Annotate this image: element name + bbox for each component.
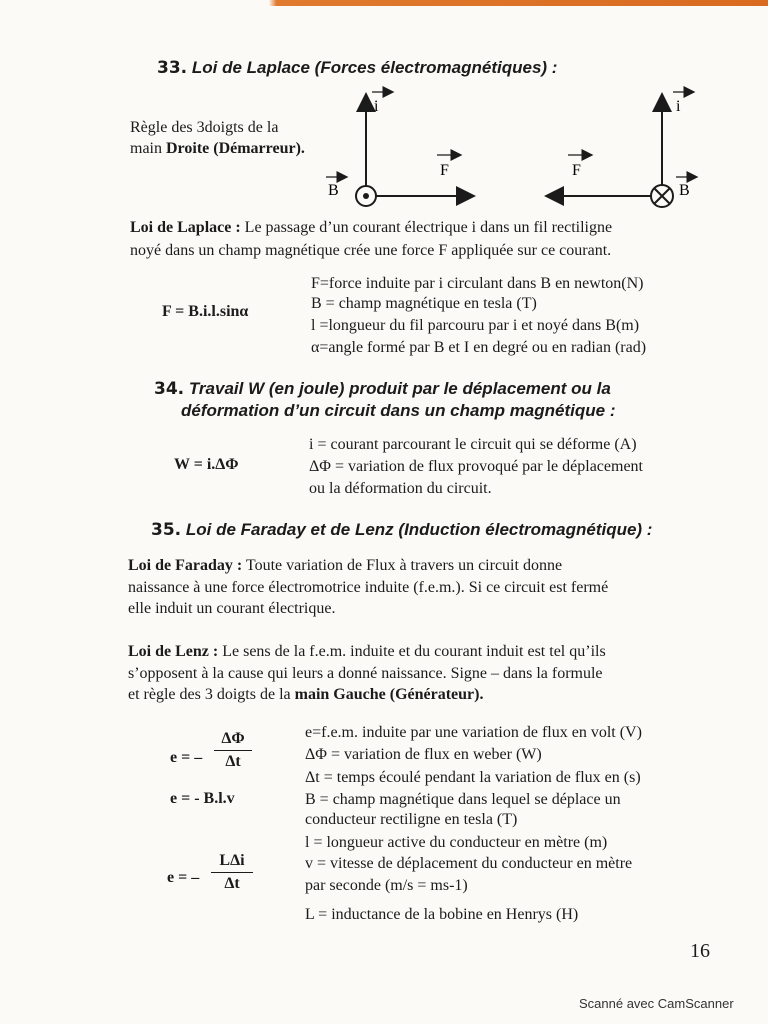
section-35-title: 35. Loi de Faraday et de Lenz (Induction électromagnétique) :	[151, 520, 653, 540]
laplace-law-line-2: noyé dans un champ magnétique crée une force F appliquée sur ce courant.	[130, 242, 612, 259]
lenz-line-3: et règle des 3 doigts de la main Gauche (Générateur).	[128, 686, 484, 703]
lenz-line-2: s’opposent à la cause qui leurs a donné naissance. Signe – dans la formule	[128, 665, 603, 682]
faraday-formula-prefix: e = –	[170, 749, 203, 766]
section-33-title: 33. Loi de Laplace (Forces électromagnétiques) :	[157, 58, 558, 78]
induction-def-8: par seconde (m/s = ms-1)	[305, 877, 468, 894]
rule-line-2: main Droite (Démarreur).	[130, 140, 305, 157]
three-finger-diagram	[300, 84, 720, 218]
laplace-law-line-1: Loi de Laplace : Le passage d’un courant électrique i dans un fil rectiligne	[130, 219, 613, 236]
fraction-denominator: Δt	[225, 753, 241, 770]
work-def-2: ΔΦ = variation de flux provoqué par le déplacement	[309, 458, 643, 475]
induction-def-5: conducteur rectiligne en tesla (T)	[305, 811, 518, 828]
fraction-numerator: ΔΦ	[221, 730, 245, 747]
faraday-line-3: elle induit un courant électrique.	[128, 600, 336, 617]
faraday-formula-fraction	[214, 730, 252, 771]
induction-def-9: L = inductance de la bobine en Henrys (H)	[305, 906, 579, 923]
label-b-left: B	[328, 182, 339, 199]
scanner-watermark: Scanné avec CamScanner	[579, 996, 734, 1011]
laplace-def-4: α=angle formé par B et I en degré ou en radian (rad)	[311, 339, 647, 356]
laplace-def-3: l =longueur du fil parcouru par i et noyé dans B(m)	[311, 317, 640, 334]
laplace-formula: F = B.i.l.sinα	[162, 303, 249, 320]
motional-emf-formula: e = - B.l.v	[170, 790, 235, 807]
laplace-def-2: B = champ magnétique en tesla (T)	[311, 295, 537, 312]
faraday-line-2: naissance à une force électromotrice induite (f.e.m.). Si ce circuit est fermé	[128, 579, 609, 596]
induction-def-6: l = longueur active du conducteur en mètre (m)	[305, 834, 608, 851]
work-formula: W = i.ΔΦ	[174, 456, 239, 473]
top-border	[0, 0, 768, 6]
label-f-left: F	[440, 162, 449, 179]
induction-def-2: ΔΦ = variation de flux en weber (W)	[305, 746, 542, 763]
label-i-right: i	[676, 98, 681, 115]
inductance-formula-prefix: e = –	[167, 869, 200, 886]
induction-def-7: v = vitesse de déplacement du conducteur en mètre	[305, 855, 633, 872]
section-34-title-2: déformation d’un circuit dans un champ magnétique :	[181, 401, 616, 420]
fraction-denominator: Δt	[224, 875, 240, 892]
section-34-title-1: 34. Travail W (en joule) produit par le déplacement ou la	[154, 379, 611, 399]
induction-def-3: Δt = temps écoulé pendant la variation de flux en (s)	[305, 769, 641, 786]
label-f-right: F	[572, 162, 581, 179]
faraday-line-1: Loi de Faraday : Toute variation de Flux à travers un circuit donne	[128, 557, 563, 574]
work-def-1: i = courant parcourant le circuit qui se déforme (A)	[309, 436, 637, 453]
work-def-3: ou la déformation du circuit.	[309, 480, 492, 497]
laplace-def-1: F=force induite par i circulant dans B en newton(N)	[311, 275, 644, 292]
induction-def-1: e=f.e.m. induite par une variation de flux en volt (V)	[305, 724, 642, 741]
inductance-formula-fraction	[211, 852, 253, 893]
rule-line-1: Règle des 3doigts de la	[130, 119, 279, 136]
page-number: 16	[690, 940, 710, 962]
lenz-line-1: Loi de Lenz : Le sens de la f.e.m. induite et du courant induit est tel qu’ils	[128, 643, 606, 660]
label-i-left: i	[374, 98, 379, 115]
label-b-right: B	[679, 182, 690, 199]
induction-def-4: B = champ magnétique dans lequel se déplace un	[305, 791, 621, 808]
fraction-numerator: LΔi	[219, 852, 245, 869]
